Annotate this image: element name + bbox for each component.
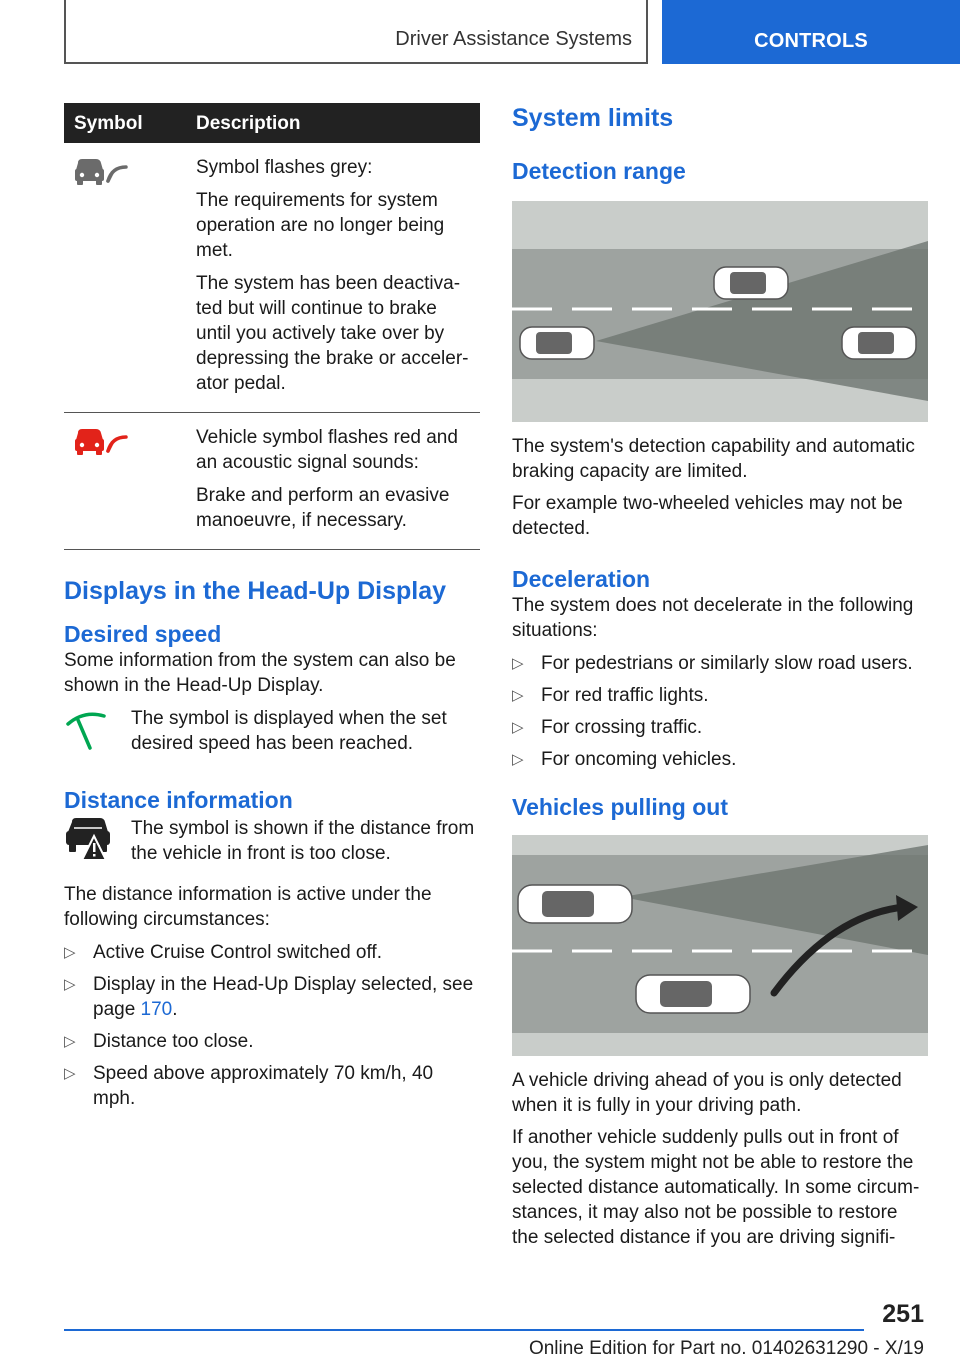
table-row	[64, 143, 480, 413]
col-symbol-header: Symbol	[64, 103, 186, 143]
triangle-bullet-icon: ▷	[64, 1033, 76, 1050]
desired-speed-intro: Some information from the system can also be shown in the Head-Up Display.	[64, 650, 456, 696]
vehicle-warning-red-icon	[64, 413, 186, 464]
triangle-bullet-icon: ▷	[512, 751, 524, 768]
desired-speed-text: The symbol is displayed when the set desired speed has been reached.	[131, 708, 447, 754]
desired-speed-icon	[64, 706, 120, 761]
row-2-line-2: Brake and perform an evasive manoeuvre, if necessary.	[196, 485, 450, 531]
page-link[interactable]: 170	[140, 999, 173, 1020]
pulling-out-paragraph-1: A vehicle driving ahead of you is only detected when it is fully in your driving path.	[512, 1070, 902, 1116]
row-2-line-1: Vehicle symbol flashes red and an acoustic signal sounds:	[196, 427, 458, 473]
detection-range-title: Detection range	[512, 158, 686, 184]
right-column	[512, 103, 928, 1250]
header-section-title: Driver Assistance Systems	[395, 28, 632, 50]
desired-speed-title: Desired speed	[64, 621, 222, 647]
list-item: ▷ For oncoming vehicles.	[512, 749, 737, 770]
triangle-bullet-icon: ▷	[64, 944, 76, 961]
distance-info-text: The symbol is shown if the distance from the vehicle in front is too close.	[131, 818, 475, 864]
deceleration-title: Deceleration	[512, 566, 651, 592]
hud-section-title: Displays in the Head-Up Display	[64, 577, 447, 605]
list-item: ▷ Speed above approximately 70 km/h, 40 mph.	[64, 1063, 434, 1109]
distance-active-text: The distance information is active under the following circumstances:	[64, 884, 432, 930]
header-chapter-label: CONTROLS	[754, 30, 868, 52]
pulling-out-title: Vehicles pulling out	[512, 794, 728, 820]
symbol-table	[64, 103, 480, 550]
distance-warning-icon	[64, 816, 120, 871]
system-limits-title: System limits	[512, 104, 674, 132]
detection-paragraph-2: For example two-wheeled vehicles may not be detected.	[512, 493, 903, 539]
left-column	[64, 103, 480, 1118]
car-icon	[520, 327, 594, 359]
col-description-header: Description	[186, 103, 480, 143]
triangle-bullet-icon: ▷	[512, 655, 524, 672]
footer-divider	[64, 1329, 864, 1331]
triangle-bullet-icon: ▷	[512, 687, 524, 704]
distance-info-row	[64, 816, 480, 870]
detection-paragraph-1: The system's detection capability and automatic braking capacity are limited.	[512, 436, 915, 482]
car-icon	[518, 885, 632, 923]
row-1-line-3: The system has been deactivated but will continue to brake until you actively take over by depressing the brake or accelerator pedal.	[196, 273, 469, 394]
page-number: 251	[882, 1300, 924, 1328]
list-item: ▷ Distance too close.	[64, 1031, 254, 1052]
car-icon	[636, 975, 750, 1013]
car-icon	[714, 267, 788, 299]
detection-range-illustration	[512, 201, 928, 422]
list-item: ▷ Display in the Head-Up Display selected, see page 170.	[64, 974, 474, 1020]
triangle-bullet-icon: ▷	[64, 1065, 76, 1082]
header-chapter-tab[interactable]	[662, 0, 960, 64]
triangle-bullet-icon: ▷	[512, 719, 524, 736]
symbol-table-header	[64, 103, 480, 143]
list-item: ▷ For crossing traffic.	[512, 717, 703, 738]
desired-speed-row	[64, 706, 480, 760]
row-1-line-2: The requirements for system operation are no longer being met.	[196, 190, 445, 261]
pulling-out-paragraph-2: If another vehicle suddenly pulls out in front of you, the system might not be able to restore the selected distance automatically. In some circumstances, it may also not be possible to restore the selected distance if you are driving signifi-	[512, 1127, 920, 1248]
pulling-out-illustration	[512, 835, 928, 1056]
row-1-line-1: Symbol flashes grey:	[196, 157, 373, 178]
list-item: ▷ For pedestrians or similarly slow road users.	[512, 653, 913, 674]
table-row	[64, 413, 480, 550]
footer-edition: Online Edition for Part no. 01402631290 - X/19	[528, 1338, 924, 1359]
header-section-box	[64, 0, 648, 64]
deceleration-intro: The system does not decelerate in the following situations:	[512, 595, 914, 641]
list-item: ▷ For red traffic lights.	[512, 685, 709, 706]
distance-conditions-list	[64, 940, 480, 1111]
vehicle-warning-grey-icon	[64, 143, 186, 194]
distance-info-title: Distance information	[64, 787, 293, 813]
list-item: ▷ Active Cruise Control switched off.	[64, 942, 382, 963]
deceleration-list	[512, 651, 928, 772]
car-icon	[842, 327, 916, 359]
triangle-bullet-icon: ▷	[64, 976, 76, 993]
